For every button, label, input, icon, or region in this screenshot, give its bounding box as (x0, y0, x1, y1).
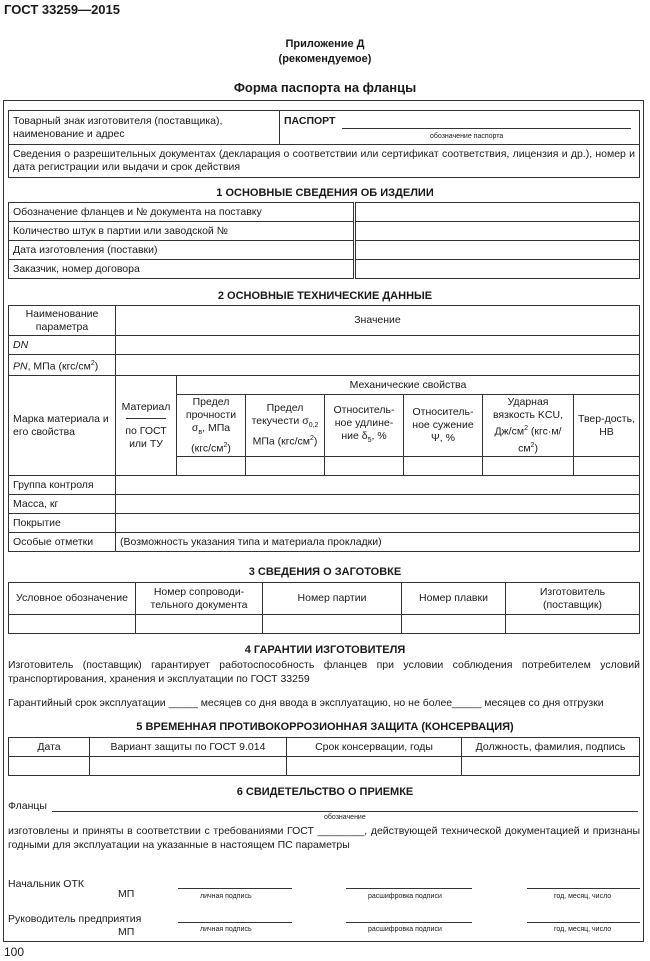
mech-tensile: Предел прочности $\sigma_в$, МПа $(кгс/см^2)$ (177, 395, 246, 457)
dn-label: DN (9, 336, 116, 355)
section3-table (8, 582, 640, 634)
coating-label: Покрытие (9, 514, 116, 533)
appendix-subtitle: (рекомендуемое) (278, 53, 372, 65)
otk-label: Начальник ОТК (8, 878, 84, 890)
section2-title: 2 ОСНОВНЫЕ ТЕХНИЧЕСКИЕ ДАННЫЕ (217, 290, 433, 302)
section4-title: 4 ГАРАНТИИ ИЗГОТОВИТЕЛЯ (244, 644, 406, 656)
section6-title: 6 СВИДЕТЕЛЬСТВО О ПРИЕМКЕ (236, 786, 414, 798)
s1-row: Заказчик, номер договора (9, 260, 355, 279)
s1-row: Количество штук в партии или заводской № (9, 222, 355, 241)
s1-row: Дата изготовления (поставки) (9, 241, 355, 260)
mech-header: Механические свойства (177, 376, 640, 395)
section5-table (8, 737, 640, 776)
director-date-caption: год, месяц, число (554, 926, 612, 933)
s3-header: Номер плавки (402, 583, 506, 615)
otk-date-line (527, 876, 640, 889)
s1-row: Обозначение фланцев и № документа на поставку (9, 203, 355, 222)
param-header: Наименование параметра (9, 306, 116, 336)
director-mp: МП (118, 926, 135, 938)
control-group-label: Группа контроля (9, 476, 116, 495)
s5-header: Срок консервации, годы (287, 738, 462, 757)
mass-label: Масса, кг (9, 495, 116, 514)
section3-title: 3 СВЕДЕНИЯ О ЗАГОТОВКЕ (248, 566, 402, 578)
section5-title: 5 ВРЕМЕННАЯ ПРОТИВОКОРРОЗИОННАЯ ЗАЩИТА (КОНСЕРВАЦИЯ) (136, 721, 514, 733)
form-title: Форма паспорта на фланцы (233, 80, 417, 95)
material-grade-label: Марка материала и его свойства (9, 376, 116, 476)
warranty-period: Гарантийный срок эксплуатации _____ месяцев со дня ввода в эксплуатацию, но не более_____ месяцев со дня отгрузки (8, 697, 604, 709)
otk-decode-caption: расшифровка подписи (368, 893, 442, 900)
director-sign-caption: личная подпись (200, 926, 252, 933)
director-decode-line (346, 910, 472, 923)
s5-header: Должность, фамилия, подпись (462, 738, 640, 757)
permits-cell: Сведения о разрешительных документах (декларация о соответствии или сертификат соответствия, лицензия и др.), номер и дата регистрации или выдачи и срок действия (9, 145, 640, 178)
mech-reduction: Относитель-ное сужение Ψ, % (404, 395, 483, 457)
director-sign-line (178, 910, 292, 923)
material-cell (116, 376, 177, 476)
passport-line (342, 116, 631, 129)
value-header: Значение (116, 306, 640, 336)
material-doc-label: по ГОСТ или ТУ (125, 424, 167, 450)
passport-label: ПАСПОРТ (284, 115, 336, 127)
flanges-line (52, 799, 638, 812)
s5-header: Вариант защиты по ГОСТ 9.014 (90, 738, 287, 757)
director-decode-caption: расшифровка подписи (368, 926, 442, 933)
passport-header-table (8, 110, 640, 178)
director-label: Руководитель предприятия (8, 913, 142, 925)
flanges-label: Фланцы (8, 800, 47, 812)
designation-caption: обозначение (324, 814, 366, 821)
passport-caption: обозначение паспорта (430, 133, 504, 140)
section1-title: 1 ОСНОВНЫЕ СВЕДЕНИЯ ОБ ИЗДЕЛИИ (216, 187, 434, 199)
pn-label: PN, МПа $(кгс/см^2)$ (9, 355, 116, 376)
otk-date-caption: год, месяц, число (554, 893, 612, 900)
material-label: Материал (121, 400, 171, 413)
acceptance-text: изготовлены и приняты в соответствии с требованиями ГОСТ ________, действующей технической документацией и признаны годными для эксплуатации на указанные в настоящем ПС параметры (8, 825, 640, 851)
passport-cell (280, 111, 640, 145)
otk-decode-line (346, 876, 472, 889)
standard-number: ГОСТ 33259—2015 (4, 2, 120, 17)
appendix-title: Приложение Д (285, 38, 365, 50)
otk-mp: МП (118, 888, 135, 900)
notes-value: (Возможность указания типа и материала прокладки) (116, 533, 640, 552)
s3-header: Условное обозначение (9, 583, 136, 615)
page-number: 100 (4, 945, 25, 959)
mech-impact: Ударная вязкость KCU, $Дж/см^2$ $(кгс\cdot м/см^2)$ (483, 395, 574, 457)
mech-elongation: Относитель-ное удлине-ние $\delta_5$, % (325, 395, 404, 457)
s3-header: Номер сопроводи-тельного документа (136, 583, 263, 615)
trademark-cell: Товарный знак изготовителя (поставщика), наименование и адрес (9, 111, 280, 145)
otk-sign-line (178, 876, 292, 889)
s3-header: Изготовитель (поставщик) (506, 583, 640, 615)
warranty-text: Изготовитель (поставщик) гарантирует работоспособность фланцев при условии соблюдения потребителем условий транспортирования, хранения и эксплуатации по ГОСТ 33259 (8, 659, 640, 685)
director-date-line (527, 910, 640, 923)
mech-hardness: Твер-дость, НВ (574, 395, 640, 457)
s5-header: Дата (9, 738, 90, 757)
section2-table (8, 305, 640, 552)
mech-yield: Предел текучести $\sigma_{0,2}$ МПа $(кгс/см^2)$ (246, 395, 325, 457)
s3-header: Номер партии (263, 583, 402, 615)
otk-sign-caption: личная подпись (200, 893, 252, 900)
notes-label: Особые отметки (9, 533, 116, 552)
section1-table (8, 202, 640, 279)
